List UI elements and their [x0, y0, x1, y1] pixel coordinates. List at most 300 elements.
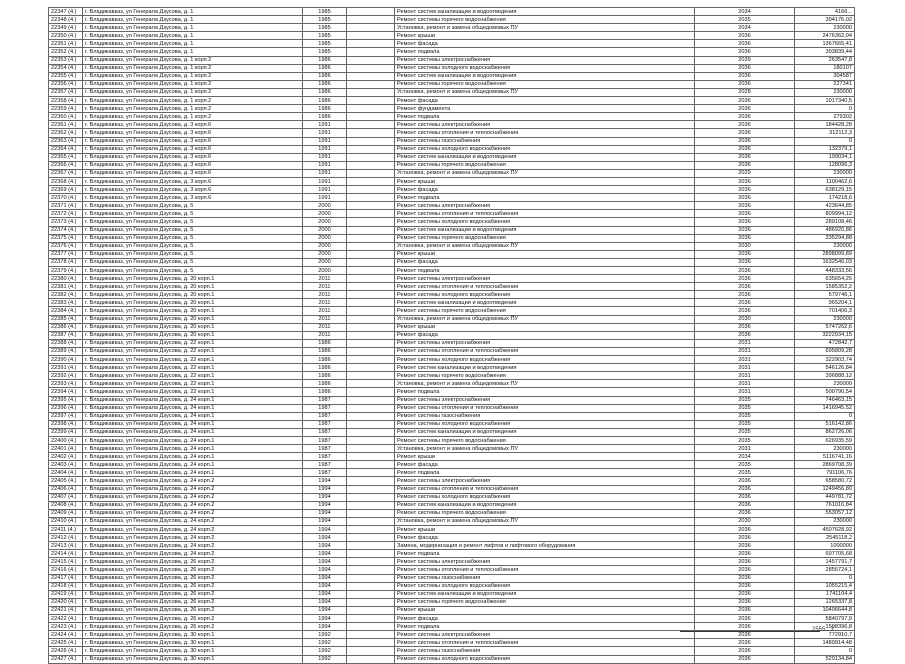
row-id-cell: 22408 (4.)	[49, 501, 83, 509]
work-type-cell: Ремонт фасада	[395, 534, 695, 542]
work-type-cell: Ремонт подвала	[395, 469, 695, 477]
plan-year-cell: 2031	[695, 445, 795, 453]
plan-year-cell: 2036	[695, 655, 795, 663]
cost-cell: 472842,7	[795, 339, 855, 347]
year-cell: 1986	[303, 347, 347, 355]
table-row	[49, 88, 855, 96]
plan-year-cell: 2036	[695, 267, 795, 275]
row-id-cell: 22347 (4.)	[49, 8, 83, 16]
work-type-cell: Ремонт системы холодного водоснабжения	[395, 64, 695, 72]
row-id-cell: 22367 (4.)	[49, 169, 83, 177]
address-cell: г. Владикавказ, ул Генерала Дзусова, д. 24 корп.1	[83, 396, 303, 404]
table-row	[49, 275, 855, 283]
table-row	[49, 420, 855, 428]
work-type-cell: Установка, ремонт и замена общедомовых ПУ	[395, 380, 695, 388]
address-cell: г. Владикавказ, ул Генерала Дзусова, д. 26 корп.2	[83, 615, 303, 623]
address-cell: г. Владикавказ, ул Генерала Дзусова, д. 1	[83, 16, 303, 24]
address-cell: г. Владикавказ, ул Генерала Дзусова, д. 5	[83, 258, 303, 266]
work-type-cell: Установка, ремонт и замена общедомовых ПУ	[395, 517, 695, 525]
address-cell: г. Владикавказ, ул Генерала Дзусова, д. 20 корп.1	[83, 283, 303, 291]
address-cell: г. Владикавказ, ул Генерала Дзусова, д. 24 корп.2	[83, 534, 303, 542]
row-id-cell: 22358 (4.)	[49, 97, 83, 105]
cost-cell: 0	[795, 412, 855, 420]
row-id-cell: 22417 (4.)	[49, 574, 83, 582]
address-cell: г. Владикавказ, ул Генерала Дзусова, д. 1	[83, 48, 303, 56]
table-body	[49, 8, 855, 664]
plan-year-cell: 2036	[695, 631, 795, 639]
address-cell: г. Владикавказ, ул Генерала Дзусова, д. 1 корп.2	[83, 105, 303, 113]
cost-cell: 486920,86	[795, 226, 855, 234]
plan-year-cell: 2036	[695, 307, 795, 315]
plan-year-cell: 2034	[695, 8, 795, 16]
blank-cell	[347, 436, 395, 444]
row-id-cell: 22391 (4.)	[49, 364, 83, 372]
table-row	[49, 291, 855, 299]
work-type-cell: Ремонт системы горячего водоснабжения	[395, 598, 695, 606]
work-type-cell: Ремонт системы отопления и теплоснабжения	[395, 129, 695, 137]
cost-cell: 2898099,89	[795, 250, 855, 258]
row-id-cell: 22349 (4.)	[49, 24, 83, 32]
plan-year-cell: 2036	[695, 615, 795, 623]
cost-cell: 10406644,8	[795, 606, 855, 614]
work-type-cell: Ремонт системы газоснабжения	[395, 574, 695, 582]
address-cell: г. Владикавказ, ул Генерала Дзусова, д. 22 корп.1	[83, 388, 303, 396]
year-cell: 1994	[303, 582, 347, 590]
table-row	[49, 307, 855, 315]
year-cell: 1987	[303, 436, 347, 444]
table-row	[49, 655, 855, 663]
address-cell: г. Владикавказ, ул Генерала Дзусова, д. 26 корп.2	[83, 590, 303, 598]
address-cell: г. Владикавказ, ул Генерала Дзусова, д. 1	[83, 24, 303, 32]
cost-cell: 1585352,2	[795, 283, 855, 291]
plan-year-cell: 2029	[695, 169, 795, 177]
address-cell: г. Владикавказ, ул Генерала Дзусова, д. 3 корп.6	[83, 169, 303, 177]
work-type-cell: Ремонт системы отопления и теплоснабжения	[395, 485, 695, 493]
table-row	[49, 40, 855, 48]
row-id-cell: 22365 (4.)	[49, 153, 83, 161]
cost-cell: 809994,12	[795, 210, 855, 218]
table-row	[49, 534, 855, 542]
work-type-cell: Ремонт фасада	[395, 40, 695, 48]
blank-cell	[347, 566, 395, 574]
blank-cell	[347, 339, 395, 347]
address-cell: г. Владикавказ, ул Генерала Дзусова, д. 5	[83, 267, 303, 275]
table-row	[49, 331, 855, 339]
address-cell: г. Владикавказ, ул Генерала Дзусова, д. 1 корп.2	[83, 80, 303, 88]
work-type-cell: Замена, модернизация и ремонт лифтов и лифтового оборудования	[395, 542, 695, 550]
cost-cell: 579746,1	[795, 291, 855, 299]
blank-cell	[347, 639, 395, 647]
plan-year-cell: 2036	[695, 598, 795, 606]
work-type-cell: Ремонт крыши	[395, 453, 695, 461]
plan-year-cell: 2036	[695, 590, 795, 598]
plan-year-cell: 2036	[695, 558, 795, 566]
blank-cell	[347, 550, 395, 558]
cost-cell: 635654,25	[795, 275, 855, 283]
plan-year-cell: 2036	[695, 477, 795, 485]
blank-cell	[347, 250, 395, 258]
year-cell: 1985	[303, 48, 347, 56]
plan-year-cell: 2034	[695, 24, 795, 32]
year-cell: 2000	[303, 234, 347, 242]
blank-cell	[347, 153, 395, 161]
blank-cell	[347, 404, 395, 412]
cost-cell: 638129,15	[795, 186, 855, 194]
row-id-cell: 22377 (4.)	[49, 250, 83, 258]
blank-cell	[347, 461, 395, 469]
blank-cell	[347, 574, 395, 582]
plan-year-cell: 2036	[695, 526, 795, 534]
table-row	[49, 283, 855, 291]
plan-year-cell: 2031	[695, 372, 795, 380]
year-cell: 1992	[303, 647, 347, 655]
work-type-cell: Ремонт подвала	[395, 550, 695, 558]
cost-cell: 230000	[795, 315, 855, 323]
blank-cell	[347, 517, 395, 525]
row-id-cell: 22412 (4.)	[49, 534, 83, 542]
table-row	[49, 485, 855, 493]
row-id-cell: 22404 (4.)	[49, 469, 83, 477]
year-cell: 2011	[303, 283, 347, 291]
year-cell: 1994	[303, 615, 347, 623]
address-cell: г. Владикавказ, ул Генерала Дзусова, д. 3 корп.6	[83, 145, 303, 153]
row-id-cell: 22405 (4.)	[49, 477, 83, 485]
address-cell: г. Владикавказ, ул Генерала Дзусова, д. 24 корп.1	[83, 445, 303, 453]
row-id-cell: 22393 (4.)	[49, 380, 83, 388]
row-id-cell: 22372 (4.)	[49, 210, 83, 218]
plan-year-cell: 2035	[695, 469, 795, 477]
address-cell: г. Владикавказ, ул Генерала Дзусова, д. 1	[83, 32, 303, 40]
year-cell: 1994	[303, 493, 347, 501]
address-cell: г. Владикавказ, ул Генерала Дзусова, д. 20 корп.1	[83, 291, 303, 299]
row-id-cell: 22425 (4.)	[49, 639, 83, 647]
work-type-cell: Ремонт системы горячего водоснабжения	[395, 436, 695, 444]
cost-cell: 1416945,52	[795, 404, 855, 412]
plan-year-cell: 2036	[695, 202, 795, 210]
plan-year-cell: 2036	[695, 145, 795, 153]
plan-year-cell: 2031	[695, 364, 795, 372]
table-row	[49, 517, 855, 525]
blank-cell	[347, 234, 395, 242]
year-cell: 1985	[303, 40, 347, 48]
row-id-cell: 22406 (4.)	[49, 485, 83, 493]
work-type-cell: Ремонт системы отопления и теплоснабжения	[395, 566, 695, 574]
cost-cell: 553057,12	[795, 509, 855, 517]
table-row	[49, 56, 855, 64]
work-type-cell: Ремонт системы электроснабжения	[395, 396, 695, 404]
address-cell: г. Владикавказ, ул Генерала Дзусова, д. 24 корп.2	[83, 493, 303, 501]
row-id-cell: 22398 (4.)	[49, 420, 83, 428]
plan-year-cell: 2035	[695, 420, 795, 428]
blank-cell	[347, 64, 395, 72]
row-id-cell: 22381 (4.)	[49, 283, 83, 291]
row-id-cell: 22388 (4.)	[49, 339, 83, 347]
cost-cell: 312112,3	[795, 129, 855, 137]
page-footer	[680, 628, 880, 638]
blank-cell	[347, 113, 395, 121]
table-row	[49, 242, 855, 250]
table-row	[49, 153, 855, 161]
year-cell: 2000	[303, 267, 347, 275]
year-cell: 2000	[303, 202, 347, 210]
address-cell: г. Владикавказ, ул Генерала Дзусова, д. 20 корп.1	[83, 323, 303, 331]
work-type-cell: Установка, ремонт и замена общедомовых ПУ	[395, 445, 695, 453]
row-id-cell: 22420 (4.)	[49, 598, 83, 606]
blank-cell	[347, 542, 395, 550]
cost-cell: 701406,3	[795, 307, 855, 315]
year-cell: 1987	[303, 428, 347, 436]
work-type-cell: Ремонт крыши	[395, 32, 695, 40]
row-id-cell: 22416 (4.)	[49, 566, 83, 574]
blank-cell	[347, 582, 395, 590]
plan-year-cell: 2036	[695, 161, 795, 169]
year-cell: 1987	[303, 469, 347, 477]
cost-cell: 1457791,7	[795, 558, 855, 566]
year-cell: 1991	[303, 177, 347, 185]
address-cell: г. Владикавказ, ул Генерала Дзусова, д. 26 корп.2	[83, 558, 303, 566]
work-type-cell: Ремонт систем канализации и водоотведения	[395, 364, 695, 372]
row-id-cell: 22374 (4.)	[49, 226, 83, 234]
address-cell: г. Владикавказ, ул Генерала Дзусова, д. 5	[83, 218, 303, 226]
year-cell: 1985	[303, 32, 347, 40]
blank-cell	[347, 356, 395, 364]
table-row	[49, 129, 855, 137]
work-type-cell: Ремонт фасада	[395, 461, 695, 469]
blank-cell	[347, 590, 395, 598]
blank-cell	[347, 48, 395, 56]
row-id-cell: 22382 (4.)	[49, 291, 83, 299]
table-row	[49, 477, 855, 485]
blank-cell	[347, 56, 395, 64]
cost-cell: 0	[795, 647, 855, 655]
plan-year-cell: 2036	[695, 606, 795, 614]
work-type-cell: Ремонт системы холодного водоснабжения	[395, 356, 695, 364]
plan-year-cell: 2036	[695, 647, 795, 655]
table-row	[49, 72, 855, 80]
plan-year-cell: 2035	[695, 396, 795, 404]
table-row	[49, 226, 855, 234]
blank-cell	[347, 453, 395, 461]
plan-year-cell: 2036	[695, 250, 795, 258]
cost-cell: 199034,1	[795, 153, 855, 161]
cost-cell: 4507628,92	[795, 526, 855, 534]
plan-year-cell: 2036	[695, 210, 795, 218]
year-cell: 1992	[303, 639, 347, 647]
table-row	[49, 145, 855, 153]
row-id-cell: 22355 (4.)	[49, 72, 83, 80]
year-cell: 1992	[303, 655, 347, 663]
cost-cell: 128096,3	[795, 161, 855, 169]
cost-cell: 1055215,4	[795, 582, 855, 590]
year-cell: 1985	[303, 24, 347, 32]
address-cell: г. Владикавказ, ул Генерала Дзусова, д. 24 корп.2	[83, 517, 303, 525]
table-row	[49, 461, 855, 469]
plan-year-cell: 2036	[695, 623, 795, 631]
address-cell: г. Владикавказ, ул Генерала Дзусова, д. 1 корп.2	[83, 88, 303, 96]
work-type-cell: Ремонт крыши	[395, 250, 695, 258]
year-cell: 1986	[303, 356, 347, 364]
table-row	[49, 574, 855, 582]
table-row	[49, 388, 855, 396]
table-row	[49, 647, 855, 655]
cost-cell: 1265337,8	[795, 598, 855, 606]
blank-cell	[347, 647, 395, 655]
address-cell: г. Владикавказ, ул Генерала Дзусова, д. 24 корп.2	[83, 485, 303, 493]
cost-cell: 0	[795, 137, 855, 145]
table-row	[49, 177, 855, 185]
work-type-cell: Ремонт систем канализации и водоотведения	[395, 299, 695, 307]
blank-cell	[347, 598, 395, 606]
year-cell: 1987	[303, 445, 347, 453]
table-row	[49, 323, 855, 331]
address-cell: г. Владикавказ, ул Генерала Дзусова, д. 1	[83, 40, 303, 48]
work-type-cell: Ремонт крыши	[395, 526, 695, 534]
plan-year-cell: 2036	[695, 283, 795, 291]
year-cell: 1994	[303, 501, 347, 509]
address-cell: г. Владикавказ, ул Генерала Дзусова, д. 20 корп.1	[83, 307, 303, 315]
row-id-cell: 22400 (4.)	[49, 436, 83, 444]
blank-cell	[347, 485, 395, 493]
table-row	[49, 364, 855, 372]
work-type-cell: Ремонт систем канализации и водоотведения	[395, 72, 695, 80]
table-row	[49, 550, 855, 558]
work-type-cell: Ремонт системы отопления и теплоснабжения	[395, 639, 695, 647]
cost-cell: 695809,28	[795, 347, 855, 355]
work-type-cell: Ремонт системы электроснабжения	[395, 202, 695, 210]
year-cell: 1986	[303, 97, 347, 105]
repair-program-table	[48, 7, 855, 664]
blank-cell	[347, 445, 395, 453]
blank-cell	[347, 307, 395, 315]
table-row	[49, 436, 855, 444]
row-id-cell: 22378 (4.)	[49, 258, 83, 266]
year-cell: 1986	[303, 105, 347, 113]
blank-cell	[347, 420, 395, 428]
plan-year-cell: 2036	[695, 97, 795, 105]
work-type-cell: Установка, ремонт и замена общедомовых ПУ	[395, 242, 695, 250]
cost-cell: 279302	[795, 113, 855, 121]
work-type-cell: Ремонт системы газоснабжения	[395, 647, 695, 655]
blank-cell	[347, 137, 395, 145]
row-id-cell: 22418 (4.)	[49, 582, 83, 590]
plan-year-cell: 2036	[695, 331, 795, 339]
table-row	[49, 48, 855, 56]
plan-year-cell: 2031	[695, 380, 795, 388]
row-id-cell: 22390 (4.)	[49, 356, 83, 364]
row-id-cell: 22386 (4.)	[49, 323, 83, 331]
plan-year-cell: 2036	[695, 32, 795, 40]
table-row	[49, 210, 855, 218]
plan-year-cell: 2035	[695, 436, 795, 444]
address-cell: г. Владикавказ, ул Генерала Дзусова, д. 24 корп.1	[83, 461, 303, 469]
work-type-cell: Ремонт системы горячего водоснабжения	[395, 307, 695, 315]
table-row	[49, 509, 855, 517]
blank-cell	[347, 161, 395, 169]
table-row	[49, 493, 855, 501]
table-row	[49, 80, 855, 88]
row-id-cell: 22354 (4.)	[49, 64, 83, 72]
blank-cell	[347, 331, 395, 339]
table-row	[49, 380, 855, 388]
register-sheet	[48, 7, 854, 664]
year-cell: 2011	[303, 323, 347, 331]
blank-cell	[347, 655, 395, 663]
blank-cell	[347, 88, 395, 96]
blank-cell	[347, 8, 395, 16]
year-cell: 1994	[303, 558, 347, 566]
row-id-cell: 22401 (4.)	[49, 445, 83, 453]
cost-cell: 5116741,16	[795, 453, 855, 461]
blank-cell	[347, 493, 395, 501]
work-type-cell: Ремонт системы холодного водоснабжения	[395, 582, 695, 590]
plan-year-cell: 2028	[695, 88, 795, 96]
row-id-cell: 22387 (4.)	[49, 331, 83, 339]
table-row	[49, 396, 855, 404]
year-cell: 2000	[303, 218, 347, 226]
year-cell: 1991	[303, 129, 347, 137]
work-type-cell: Ремонт фасада	[395, 615, 695, 623]
row-id-cell: 22351 (4.)	[49, 40, 83, 48]
cost-cell: 761016,84	[795, 501, 855, 509]
work-type-cell: Ремонт системы холодного водоснабжения	[395, 218, 695, 226]
table-row	[49, 404, 855, 412]
work-type-cell: Установка, ремонт и замена общедомовых ПУ	[395, 24, 695, 32]
work-type-cell: Ремонт системы электроснабжения	[395, 121, 695, 129]
row-id-cell: 22422 (4.)	[49, 615, 83, 623]
row-id-cell: 22421 (4.)	[49, 606, 83, 614]
work-type-cell: Ремонт системы горячего водоснабжения	[395, 509, 695, 517]
row-id-cell: 22402 (4.)	[49, 453, 83, 461]
address-cell: г. Владикавказ, ул Генерала Дзусова, д. 22 корп.1	[83, 372, 303, 380]
work-type-cell: Ремонт подвала	[395, 623, 695, 631]
cost-cell: 2869708,39	[795, 461, 855, 469]
blank-cell	[347, 347, 395, 355]
cost-cell: 1741104,4	[795, 590, 855, 598]
work-type-cell: Ремонт системы отопления и теплоснабжения	[395, 210, 695, 218]
cost-cell: 423644,85	[795, 202, 855, 210]
address-cell: г. Владикавказ, ул Генерала Дзусова, д. 26 корп.2	[83, 566, 303, 574]
cost-cell: 546126,84	[795, 364, 855, 372]
work-type-cell: Ремонт системы отопления и теплоснабжения	[395, 404, 695, 412]
address-cell: г. Владикавказ, ул Генерала Дзусова, д. 24 корп.1	[83, 469, 303, 477]
address-cell: г. Владикавказ, ул Генерала Дзусова, д. 5	[83, 226, 303, 234]
table-row	[49, 202, 855, 210]
cost-cell: 4166...	[795, 8, 855, 16]
plan-year-cell: 2034	[695, 453, 795, 461]
table-row	[49, 639, 855, 647]
year-cell: 2000	[303, 242, 347, 250]
address-cell: г. Владикавказ, ул Генерала Дзусова, д. 1 корп.2	[83, 97, 303, 105]
address-cell: г. Владикавказ, ул Генерала Дзусова, д. 3 корп.6	[83, 153, 303, 161]
cost-cell: 230000	[795, 380, 855, 388]
plan-year-cell: 2035	[695, 428, 795, 436]
cost-cell: 2856724,1	[795, 566, 855, 574]
address-cell: г. Владикавказ, ул Генерала Дзусова, д. 24 корп.2	[83, 526, 303, 534]
year-cell: 1994	[303, 574, 347, 582]
address-cell: г. Владикавказ, ул Генерала Дзусова, д. 3 корп.6	[83, 161, 303, 169]
address-cell: г. Владикавказ, ул Генерала Дзусова, д. 22 корп.1	[83, 364, 303, 372]
work-type-cell: Ремонт подвала	[395, 267, 695, 275]
table-row	[49, 32, 855, 40]
plan-year-cell: 2035	[695, 461, 795, 469]
year-cell: 1986	[303, 372, 347, 380]
row-id-cell: 22411 (4.)	[49, 526, 83, 534]
row-id-cell: 22383 (4.)	[49, 299, 83, 307]
address-cell: г. Владикавказ, ул Генерала Дзусова, д. 22 корп.1	[83, 356, 303, 364]
row-id-cell: 22368 (4.)	[49, 177, 83, 185]
cost-cell: 448333,56	[795, 267, 855, 275]
address-cell: г. Владикавказ, ул Генерала Дзусова, д. 1	[83, 8, 303, 16]
